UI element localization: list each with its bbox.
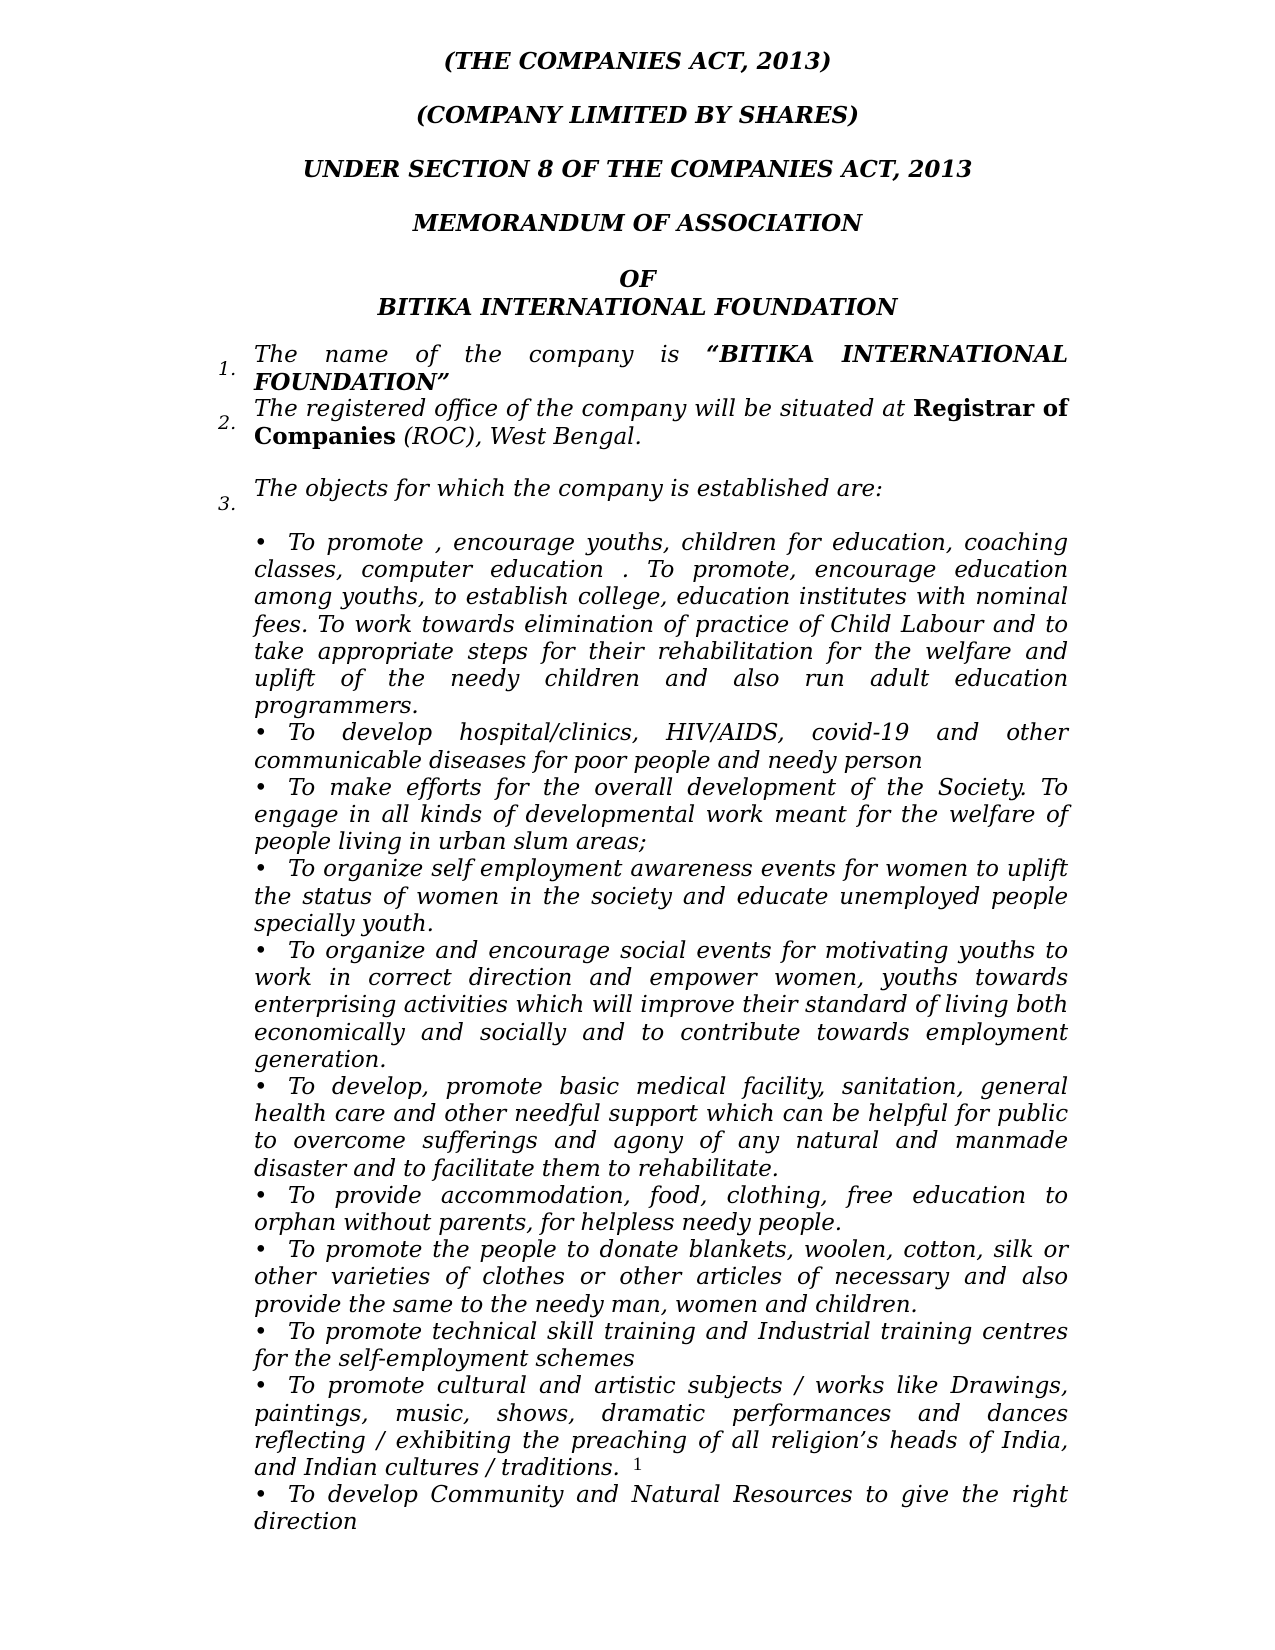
document-title: MEMORANDUM OF ASSOCIATION bbox=[412, 210, 863, 237]
bullet-icon: • bbox=[254, 1373, 268, 1400]
clause-number-2: 2. bbox=[218, 412, 237, 434]
clause-2 bbox=[254, 395, 1068, 451]
object-item bbox=[254, 938, 1068, 1074]
clause-1-text: The name of the company is bbox=[254, 342, 680, 368]
object-item bbox=[254, 1319, 1068, 1373]
object-item bbox=[254, 720, 1068, 774]
bullet-icon: • bbox=[254, 720, 268, 747]
registered-office-state: , West Bengal. bbox=[475, 424, 642, 451]
bullet-icon: • bbox=[254, 1237, 268, 1264]
object-text: To organize and encourage social events for motivating youths to work in correct direction and empower women, youths towards enterprising activities which will improve their standard of living both economically and socially and to contribute towards employment generation. bbox=[254, 938, 1068, 1073]
bullet-icon: • bbox=[254, 1182, 268, 1209]
section-title: UNDER SECTION 8 OF THE COMPANIES ACT, 2013 bbox=[302, 156, 973, 183]
document-title-of: OF bbox=[619, 266, 656, 293]
clause-1 bbox=[254, 341, 1068, 397]
object-text: To make efforts for the overall development of the Society. To engage in all kinds of developmental work meant for the welfare of people living in urban slum areas; bbox=[254, 774, 1068, 856]
clause-number-1: 1. bbox=[218, 358, 237, 380]
object-text: To promote technical skill training and Industrial training centres for the self-employment schemes bbox=[254, 1318, 1068, 1373]
object-item bbox=[254, 856, 1068, 938]
object-item bbox=[254, 1183, 1068, 1237]
object-text: To develop Community and Natural Resources to give the right direction bbox=[254, 1482, 1068, 1536]
bullet-icon: • bbox=[254, 938, 268, 965]
bullet-icon: • bbox=[254, 856, 268, 883]
object-text: To develop, promote basic medical facility, sanitation, general health care and other needful support which can be helpful for public to overcome sufferings and agony of any natural and manmade disaster and to facilitate them to rehabilitate. bbox=[254, 1074, 1068, 1182]
object-text: To promote cultural and artistic subjects / works like Drawings, paintings, music, shows, dramatic performances and dances reflecting / exhibiting the preaching of all religion’s heads of India, and Indian cultures / traditions. bbox=[254, 1373, 1068, 1481]
clause-3-text: The objects for which the company is established are: bbox=[254, 476, 883, 502]
object-item bbox=[254, 775, 1068, 857]
object-item bbox=[254, 1237, 1068, 1319]
object-item bbox=[254, 1074, 1068, 1183]
page-number: 1 bbox=[632, 1454, 643, 1475]
company-type: (COMPANY LIMITED BY SHARES) bbox=[415, 102, 860, 129]
bullet-icon: • bbox=[254, 530, 268, 556]
object-text: To provide accommodation, food, clothing, free education to orphan without parents, for helpless needy people. bbox=[254, 1182, 1068, 1237]
bullet-icon: • bbox=[254, 1074, 268, 1101]
company-name-heading: BITIKA INTERNATIONAL FOUNDATION bbox=[377, 294, 898, 321]
company-name: “BITIKA INTERNATIONAL FOUNDATION” bbox=[254, 341, 1068, 397]
object-text: To promote , encourage youths, children for education, coaching classes, computer education . To promote, encourage education among youths, to establish college, education institutes with nominal fees. To work towards elimination of practice of Child Labour and to take appropriate steps for their rehabilitation for the welfare and uplift of the needy children and also run adult education programmers. bbox=[254, 530, 1068, 720]
clause-2-text: The registered office of the company will be situated at bbox=[254, 396, 906, 422]
bullet-icon: • bbox=[254, 774, 268, 801]
act-title: (THE COMPANIES ACT, 2013) bbox=[443, 48, 832, 75]
object-text: To organize self employment awareness events for women to uplift the status of women in the society and educate unemployed people specially youth. bbox=[254, 856, 1068, 937]
object-item bbox=[254, 530, 1068, 720]
object-text: To promote the people to donate blankets, woolen, cotton, silk or other varieties of clothes or other articles of necessary and also provide the same to the needy man, women and children. bbox=[254, 1237, 1068, 1318]
clause-3 bbox=[254, 476, 1068, 503]
object-item bbox=[254, 1482, 1068, 1536]
object-text: To develop hospital/clinics, HIV/AIDS, covid-19 and other communicable diseases for poor people and needy person bbox=[254, 720, 1068, 774]
clause-number-3: 3. bbox=[218, 493, 237, 515]
registered-office-abbr: (ROC) bbox=[403, 424, 476, 451]
bullet-icon: • bbox=[254, 1482, 268, 1509]
bullet-icon: • bbox=[254, 1318, 268, 1345]
objects-list bbox=[254, 530, 1068, 1537]
registered-office: Registrar of Companies bbox=[254, 395, 1068, 451]
